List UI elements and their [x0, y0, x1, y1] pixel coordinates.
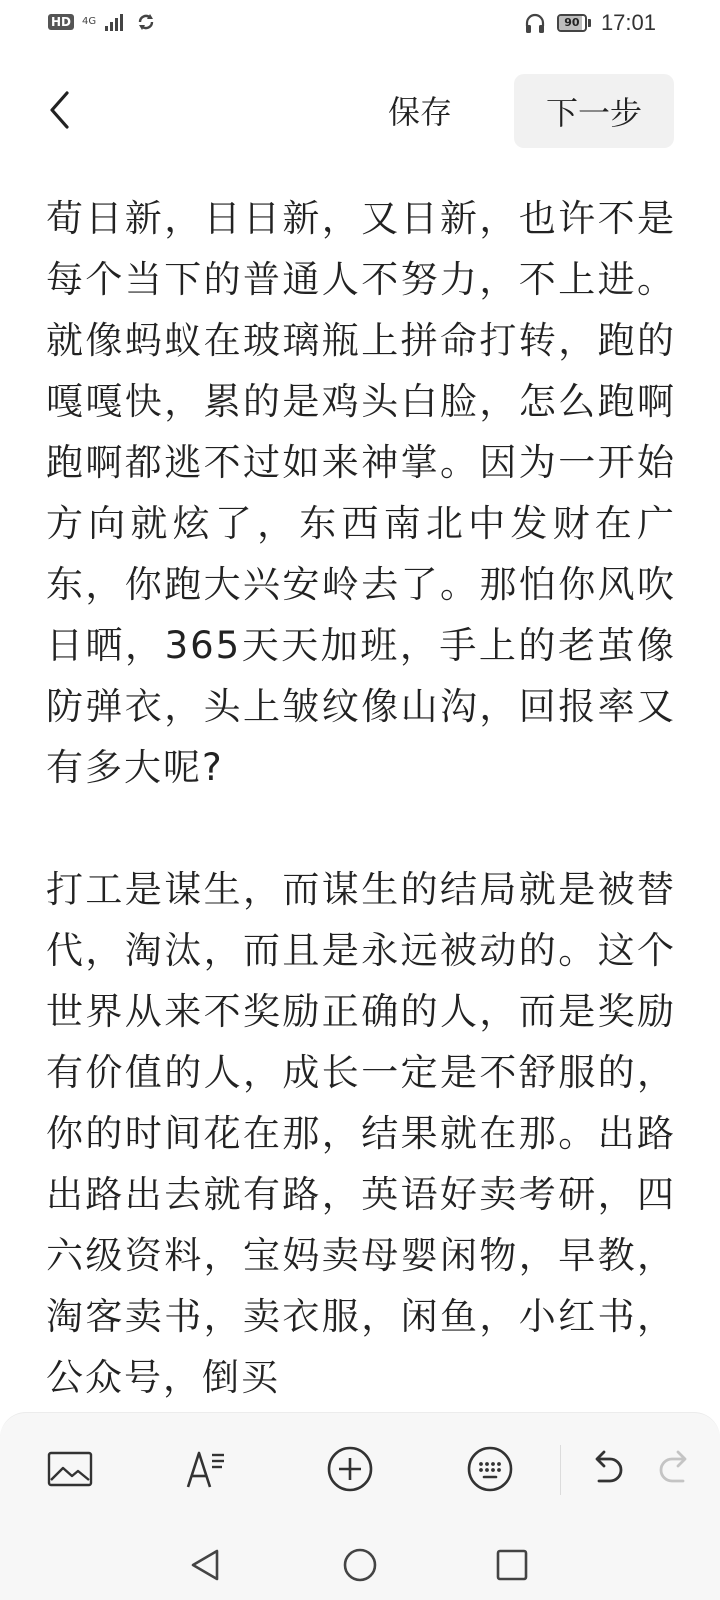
status-left: [48, 12, 156, 32]
top-bar: [0, 70, 720, 150]
text-format-button[interactable]: [180, 1443, 232, 1495]
headphones-icon: [523, 11, 547, 35]
signal-icon: [104, 12, 128, 32]
nav-home-button[interactable]: [335, 1540, 385, 1590]
keyboard-button[interactable]: [464, 1443, 516, 1495]
nav-back-icon: [187, 1547, 223, 1583]
image-icon: [46, 1449, 94, 1489]
status-bar: [0, 0, 720, 50]
system-nav-bar: [0, 1530, 720, 1600]
hd-badge: HD: [48, 14, 74, 30]
battery-indicator: [557, 14, 591, 32]
keyboard-icon: [466, 1445, 514, 1493]
nav-recents-button[interactable]: [487, 1540, 537, 1590]
clock-time: 17:01: [600, 10, 656, 35]
text-format-icon: [182, 1445, 230, 1493]
editor-paragraph[interactable]: 打工是谋生，而谋生的结局就是被替代，淘汰，而且是永远被动的。这个世界从来不奖励正确的人，而是奖励有价值的人，成长一定是不舒服的，你的时间花在那，结果就在那。出路出路出去就有路，英语好卖考研，四六级资料，宝妈卖母婴闲物，早教，淘客卖书，卖衣服，闲鱼，小红书，公众号，倒买: [46, 868, 676, 1399]
redo-icon: [656, 1447, 696, 1491]
insert-button[interactable]: [324, 1443, 376, 1495]
sync-icon: [136, 12, 156, 32]
status-right: [523, 10, 656, 36]
insert-image-button[interactable]: [44, 1443, 96, 1495]
editor-paragraph[interactable]: 荀日新，日日新，又日新，也许不是每个当下的普通人不努力，不上进。就像蚂蚁在玻璃瓶上拼命打转，跑的嘎嘎快，累的是鸡头白脸，怎么跑啊跑啊都逃不过如来神掌。因为一开始方向就炫了，东西南北中发财在广东，你跑大兴安岭去了。那怕你风吹日晒，365天天加班，手上的老茧像防弹衣，头上皱纹像山沟，回报率又有多大呢?: [46, 197, 676, 789]
undo-icon: [586, 1447, 626, 1491]
redo-button[interactable]: [650, 1443, 702, 1495]
battery-level-text: 90: [564, 16, 580, 29]
editor-text-area[interactable]: [46, 188, 676, 1408]
save-button[interactable]: 保存: [387, 93, 452, 131]
undo-button[interactable]: [580, 1443, 632, 1495]
add-circle-icon: [326, 1445, 374, 1493]
editor-toolbar: [0, 1412, 720, 1531]
nav-back-button[interactable]: [180, 1540, 230, 1590]
back-chevron-icon: [47, 90, 73, 130]
network-type-label: 4G: [82, 16, 97, 27]
nav-recents-icon: [494, 1547, 530, 1583]
back-button[interactable]: [40, 88, 80, 132]
nav-home-icon: [342, 1547, 378, 1583]
toolbar-divider: [560, 1445, 561, 1495]
next-step-button[interactable]: 下一步: [514, 74, 674, 148]
